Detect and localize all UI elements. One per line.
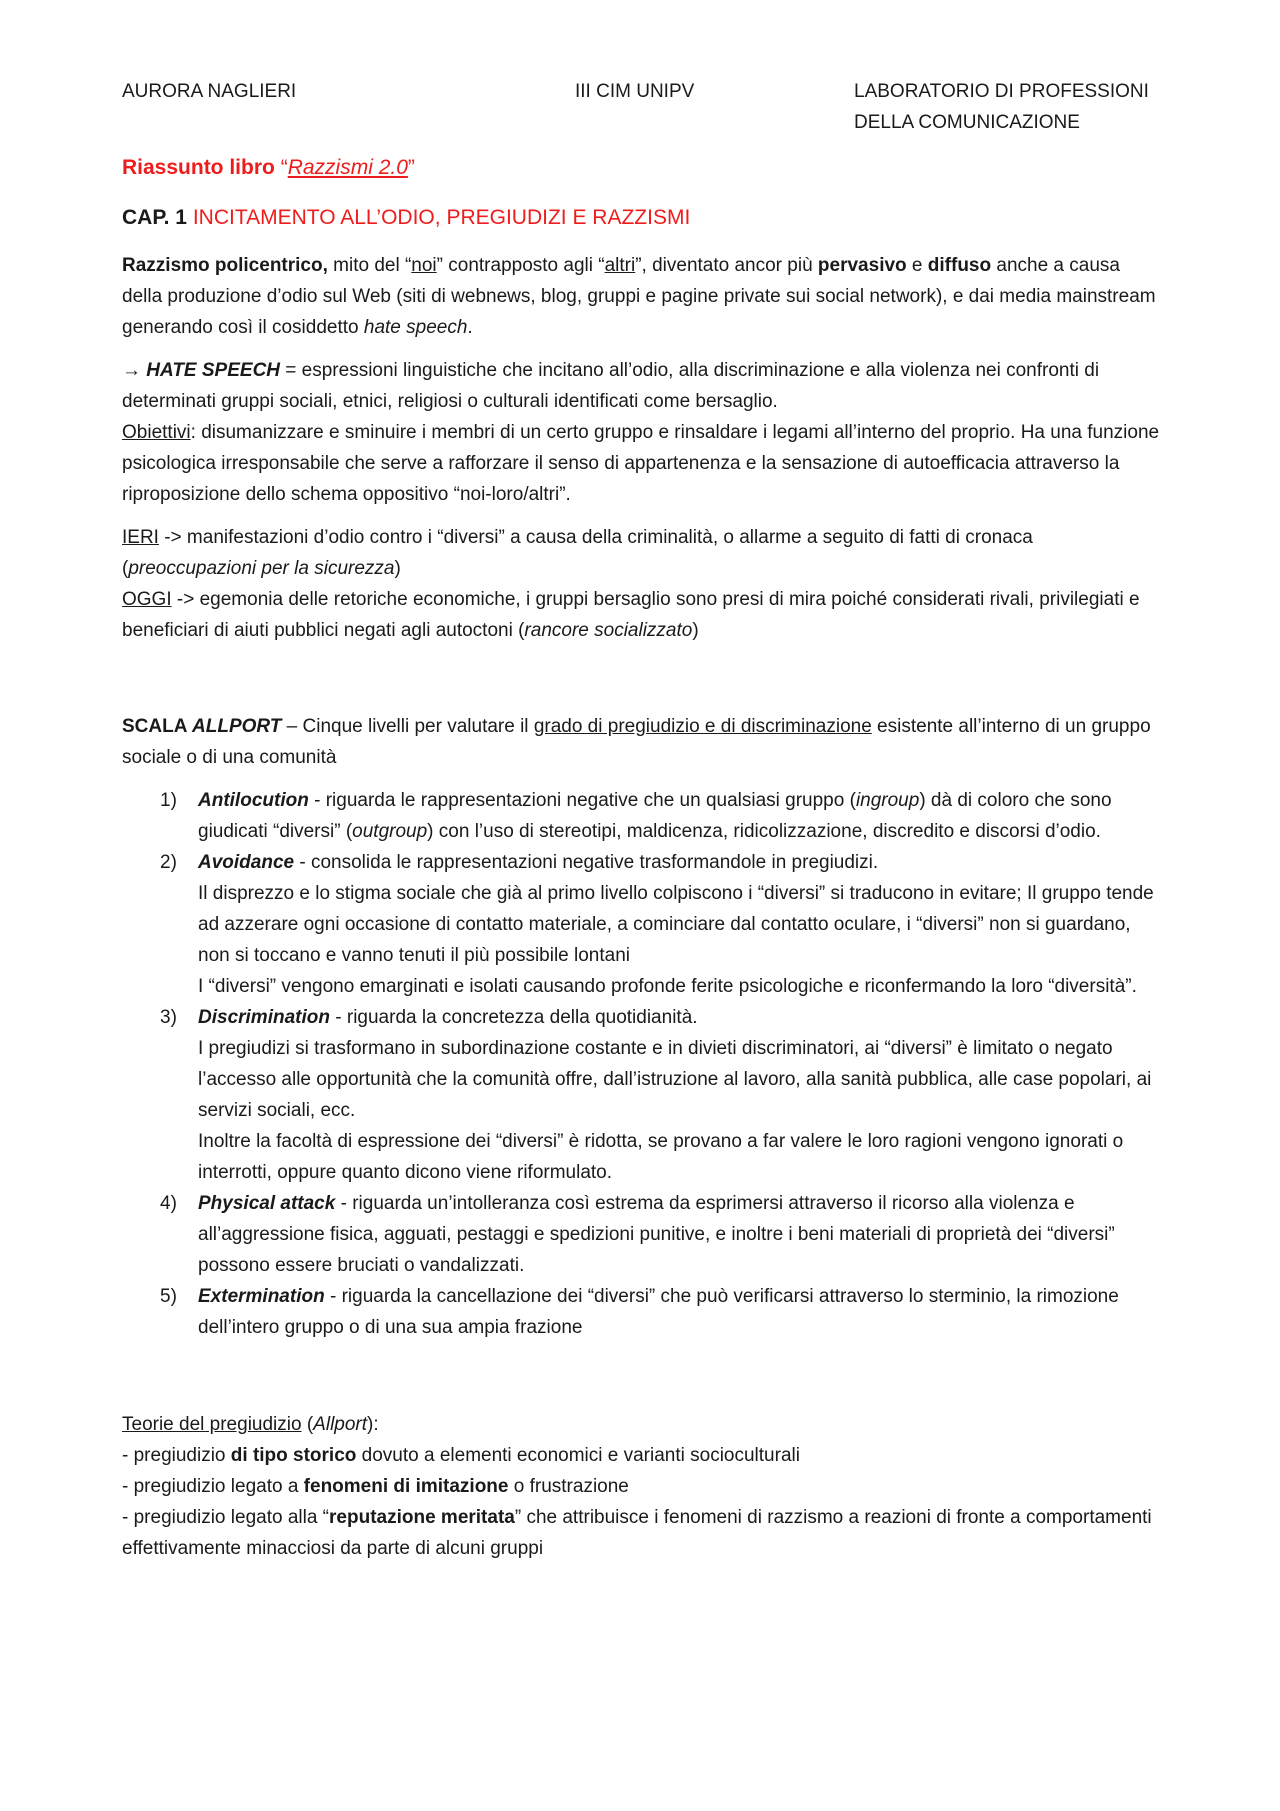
intro-hate-speech: hate speech <box>363 317 468 338</box>
list-italic: outgroup <box>352 821 428 842</box>
list-text: - riguarda la cancellazione dei “diversi” che può verificarsi attraverso lo sterminio, la rimozione dell’intero gruppo o di una sua ampia frazione <box>198 1286 1119 1338</box>
lab-name-line2: DELLA COMUNICAZIONE <box>854 112 1080 133</box>
theories-label: Teorie del pregiudizio <box>122 1414 302 1435</box>
theory-bold: reputazione meritata <box>329 1507 515 1528</box>
title-prefix: Riassunto libro <box>122 156 281 179</box>
list-item <box>122 1188 1160 1281</box>
oggi-italic: rancore socializzato <box>524 620 693 641</box>
title-close-quote: ” <box>407 156 415 179</box>
lab-name-line1: LABORATORIO DI PROFESSIONI <box>854 81 1149 102</box>
theories-text: ( <box>301 1414 314 1435</box>
oggi-label: OGGI <box>122 589 172 610</box>
list-text: I “diversi” vengono emarginati e isolati causando profonde ferite psicologiche e riconfermando la loro “diversità”. <box>198 976 1137 997</box>
ieri-text: -> manifestazioni d’odio contro i “diversi” a causa della criminalità, o allarme a seguito di fatti di cronaca ( <box>122 527 1033 579</box>
course-name: III CIM UNIPV <box>575 81 695 102</box>
intro-diffuso: diffuso <box>927 255 992 276</box>
obiettivi-text: : disumanizzare e sminuire i membri di un certo gruppo e rinsaldare i legami all’interno del proprio. Ha una funzione psicologica irresponsabile che serve a rafforzare il senso di appartenenza e la sensazione di autoefficacia attraverso la riproposizione dello schema oppositivo “noi-loro/altri”. <box>122 422 1160 505</box>
list-term: Extermination <box>198 1286 325 1307</box>
oggi-text: -> egemonia delle retoriche economiche, i gruppi bersaglio sono presi di mira poiché considerati rivali, privilegiati e beneficiari di aiuti pubblici negati agli autoctoni ( <box>122 589 1140 641</box>
list-number: 1) <box>160 790 177 811</box>
list-item <box>122 847 1160 1002</box>
chapter-heading <box>122 202 1160 234</box>
list-text: Il disprezzo e lo stigma sociale che già al primo livello colpiscono i “diversi” si traducono in evitare; Il gruppo tende ad azzerare ogni occasione di contatto materiale, a cominciare dal contatto oculare, i “diversi” non si guardano, non si toccano e vanno tenuti il più possibile lontani <box>198 883 1154 966</box>
list-text: ) con l’uso di stereotipi, maldicenza, ridicolizzazione, discredito e discorsi d’odio. <box>427 821 1101 842</box>
list-text: - riguarda la concretezza della quotidianità. <box>329 1007 698 1028</box>
list-body <box>198 1281 1160 1343</box>
list-text: I pregiudizi si trasformano in subordinazione costante e in divieti discriminatori, ai “diversi” è limitato o negato l’accesso alle opportunità che la comunità offre, dall’istruzione al lavoro, alla sanità pubblica, alle case popolari, ai servizi sociali, ecc. <box>198 1038 1152 1121</box>
ieri-italic: preoccupazioni per la sicurezza <box>128 558 395 579</box>
list-term: Antilocution <box>198 790 309 811</box>
theory-line: - pregiudizio legato a <box>122 1476 304 1497</box>
list-body <box>198 1002 1160 1188</box>
list-term: Avoidance <box>198 852 295 873</box>
list-text: - riguarda le rappresentazioni negative che un qualsiasi gruppo ( <box>308 790 856 811</box>
intro-altri: altri <box>604 255 636 276</box>
theory-line: - pregiudizio <box>122 1445 231 1466</box>
allport-underlined: grado di pregiudizio e di discriminazione <box>533 716 872 737</box>
list-body <box>198 1188 1160 1281</box>
list-text: ) dà di coloro che sono giudicati “diversi” ( <box>198 790 1112 842</box>
list-item <box>122 1281 1160 1343</box>
list-item <box>122 785 1160 847</box>
list-number: 3) <box>160 1007 177 1028</box>
ieri-oggi-paragraph <box>122 522 1160 646</box>
list-text: - consolida le rappresentazioni negative trasformandole in pregiudizi. <box>294 852 879 873</box>
intro-noi: noi <box>411 255 437 276</box>
list-number: 4) <box>160 1193 177 1214</box>
intro-paragraph <box>122 250 1160 343</box>
theory-line: ” che attribuisce i fenomeni di razzismo a reazioni di fronte a comportamenti effettivamente minacciosi da parte di alcuni gruppi <box>122 1507 1152 1559</box>
list-body <box>198 847 1160 1002</box>
hate-speech-definition: = espressioni linguistiche che incitano all’odio, alla discriminazione e alla violenza nei confronti di determinati gruppi sociali, etnici, religiosi o culturali identificati come bersaglio. <box>122 360 1100 412</box>
list-italic: ingroup <box>855 790 920 811</box>
obiettivi-label: Obiettivi <box>122 422 191 443</box>
ieri-end: ) <box>394 558 401 579</box>
theories-text: ): <box>367 1414 379 1435</box>
theory-line: o frustrazione <box>508 1476 629 1497</box>
list-text: Inoltre la facoltà di espressione dei “diversi” è ridotta, se provano a far valere le loro ragioni vengono ignorati o interrotti, oppure quanto dicono viene riformulato. <box>198 1131 1124 1183</box>
chapter-label: CAP. 1 <box>122 206 187 229</box>
hate-speech-paragraph <box>122 355 1160 510</box>
arrow-icon: → <box>122 360 147 381</box>
book-title: Razzismi 2.0 <box>287 156 408 179</box>
theories-author: Allport <box>313 1414 368 1435</box>
allport-scale-list <box>122 785 1160 1343</box>
chapter-title: INCITAMENTO ALL’ODIO, PREGIUDIZI E RAZZISMI <box>192 206 691 229</box>
list-item <box>122 1002 1160 1188</box>
page-header <box>122 76 1160 138</box>
document-title <box>122 152 1160 184</box>
allport-intro <box>122 711 1160 773</box>
hate-speech-term: HATE SPEECH <box>146 360 281 381</box>
theory-bold: di tipo storico <box>230 1445 357 1466</box>
list-number: 5) <box>160 1286 177 1307</box>
allport-text: – Cinque livelli per valutare il <box>281 716 534 737</box>
list-term: Physical attack <box>198 1193 336 1214</box>
list-number: 2) <box>160 852 177 873</box>
intro-text: anche a causa della produzione d’odio sul Web (siti di webnews, blog, gruppi e pagine private sui social network), e dai media mainstream generando così il cosiddetto <box>122 255 1156 338</box>
allport-label: SCALA <box>122 716 193 737</box>
author-name: AURORA NAGLIERI <box>122 81 297 102</box>
intro-text: ” contrapposto agli “ <box>436 255 605 276</box>
list-body <box>198 785 1160 847</box>
theory-line: dovuto a elementi economici e varianti socioculturali <box>356 1445 800 1466</box>
allport-text: esistente all’interno di un gruppo sociale o di una comunità <box>122 716 1151 768</box>
intro-text: . <box>467 317 473 338</box>
lab-name <box>854 76 1149 138</box>
theories-paragraph <box>122 1409 1160 1564</box>
list-term: Discrimination <box>198 1007 330 1028</box>
intro-pervasivo: pervasivo <box>817 255 907 276</box>
intro-text: ”, diventato ancor più <box>635 255 818 276</box>
title-open-quote: “ <box>280 156 288 179</box>
intro-text: e <box>906 255 928 276</box>
intro-text: mito del “ <box>327 255 412 276</box>
allport-label-italic: ALLPORT <box>192 716 282 737</box>
ieri-label: IERI <box>122 527 159 548</box>
oggi-end: ) <box>692 620 699 641</box>
theory-line: - pregiudizio legato alla “ <box>122 1507 330 1528</box>
list-text: - riguarda un’intolleranza così estrema da esprimersi attraverso il ricorso alla violenza e all’aggressione fisica, agguati, pestaggi e spedizioni punitive, e inoltre i beni materiali di proprietà dei “diversi” possono essere bruciati o vandalizzati. <box>198 1193 1115 1276</box>
intro-lead: Razzismo policentrico, <box>122 255 328 276</box>
theory-bold: fenomeni di imitazione <box>303 1476 509 1497</box>
